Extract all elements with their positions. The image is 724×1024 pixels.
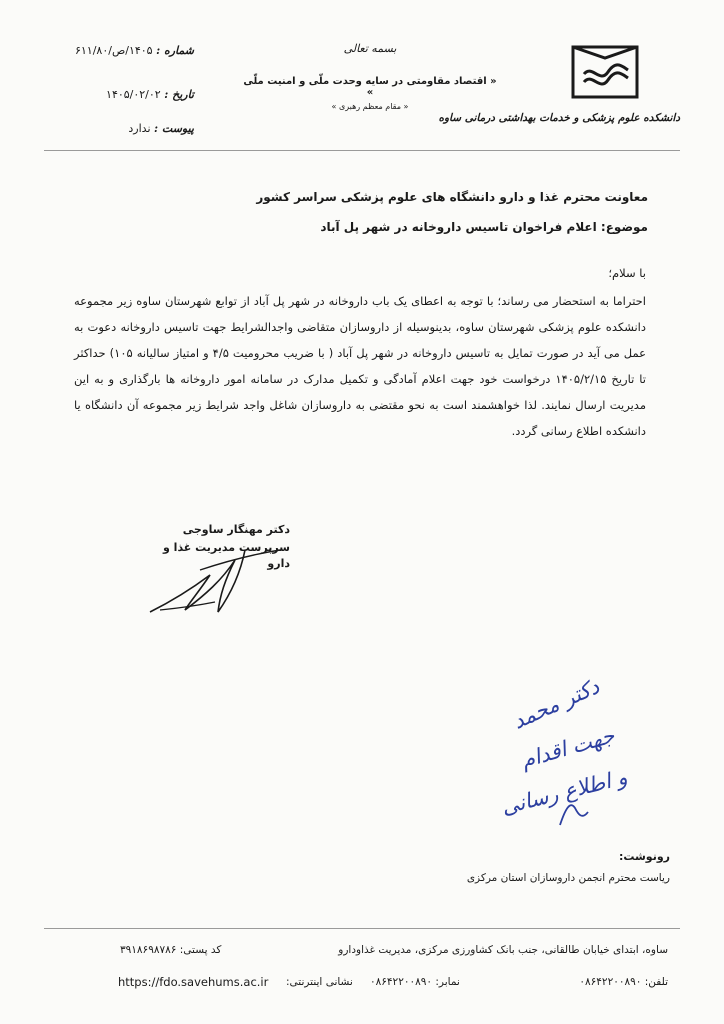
date-value: ۱۴۰۵/۰۲/۰۲ xyxy=(106,88,161,101)
letter-attachment xyxy=(44,122,194,135)
signatory-name: دکتر مهنگار ساوجی xyxy=(182,523,290,536)
header-divider xyxy=(44,150,680,151)
handwritten-note-line-2: جهت اقدام xyxy=(518,723,618,773)
university-logo xyxy=(570,44,640,100)
footer-website[interactable]: https://fdo.savehums.ac.ir xyxy=(118,975,269,989)
number-value: ۱۴۰۵/ص/۶۱۱/۸۰ xyxy=(74,44,153,57)
attach-label: پیوست : xyxy=(154,122,194,135)
cc-label: رونوشت: xyxy=(618,850,670,863)
cc-recipient: ریاست محترم انجمن داروسازان استان مرکزی xyxy=(466,872,670,884)
footer-phone: تلفن: ۰۸۶۴۲۲۰۰۸۹۰ xyxy=(579,976,668,988)
number-label: شماره : xyxy=(156,44,194,57)
letter-date xyxy=(44,88,194,101)
greeting: با سلام؛ xyxy=(608,266,646,280)
handwritten-note-line-3: و اطلاع رسانی xyxy=(499,764,630,820)
footer-divider xyxy=(44,928,680,929)
letter-number xyxy=(44,44,194,57)
attach-value: ندارد xyxy=(128,122,151,135)
date-label: تاریخ : xyxy=(164,88,194,101)
recipient: معاونت محترم غذا و دارو دانشگاه های علوم پزشکی سراسر کشور xyxy=(256,190,648,204)
handwritten-note-line-1: دکتر محمد xyxy=(509,674,603,734)
subject: موضوع: اعلام فراخوان تاسیس داروخانه در شهر پل آباد xyxy=(320,220,648,234)
footer-fax: نمابر: ۰۸۶۴۲۲۰۰۸۹۰ xyxy=(370,976,460,988)
bismillah: بسمه تعالی xyxy=(343,42,397,55)
signatory-title: سرپرست مدیریت غذا و دارو xyxy=(163,541,290,570)
letter-body: احتراما به استحضار می رساند؛ با توجه به اعطای یک باب داروخانه در شهر پل آباد از توابع شهرستان ساوه زیر مجموعه دانشکده علوم پزشکی شهرستان ساوه، بدینوسیله از داروسازان متقاضی واجدالشرایط جهت تاسیس داروخانه دعوت به عمل می آید در صورت تمایل به تاسیس داروخانه در شهر پل آباد ( با ضریب محرومیت ۴/۵ و امتیاز سالیانه ۱۰۵) حداکثر تا تاریخ ۱۴۰۵/۲/۱۵ درخواست خود جهت اعلام آمادگی و تکمیل مدارک در سامانه امور داروخانه ها بارگذاری و به این مدیریت ارسال نمایند. لذا خواهشمند است به نحو مقتضی به داروسازان شاغل واجد شرایط زیر مجموعه آن دانشگاه یا دانشکده اطلاع رسانی گردد. xyxy=(74,294,646,438)
handwritten-signature xyxy=(140,520,300,630)
slogan-source: « مقام معظم رهبری » xyxy=(331,102,409,111)
footer-web-label: نشانی اینترنتی: xyxy=(286,976,353,988)
handwritten-mark xyxy=(550,790,600,830)
university-name: دانشکده علوم پزشکی و خدمات بهداشتی درمانی ساوه xyxy=(438,112,680,124)
footer-postal: کد پستی: ۳۹۱۸۶۹۸۷۸۶ xyxy=(120,944,222,956)
slogan: « اقتصاد مقاومتی در سایه وحدت ملّی و امنیت ملّی » xyxy=(243,76,497,98)
footer-address: ساوه، ابتدای خیابان طالقانی، جنب بانک کشاورزی مرکزی، مدیریت غذاودارو xyxy=(338,944,668,956)
